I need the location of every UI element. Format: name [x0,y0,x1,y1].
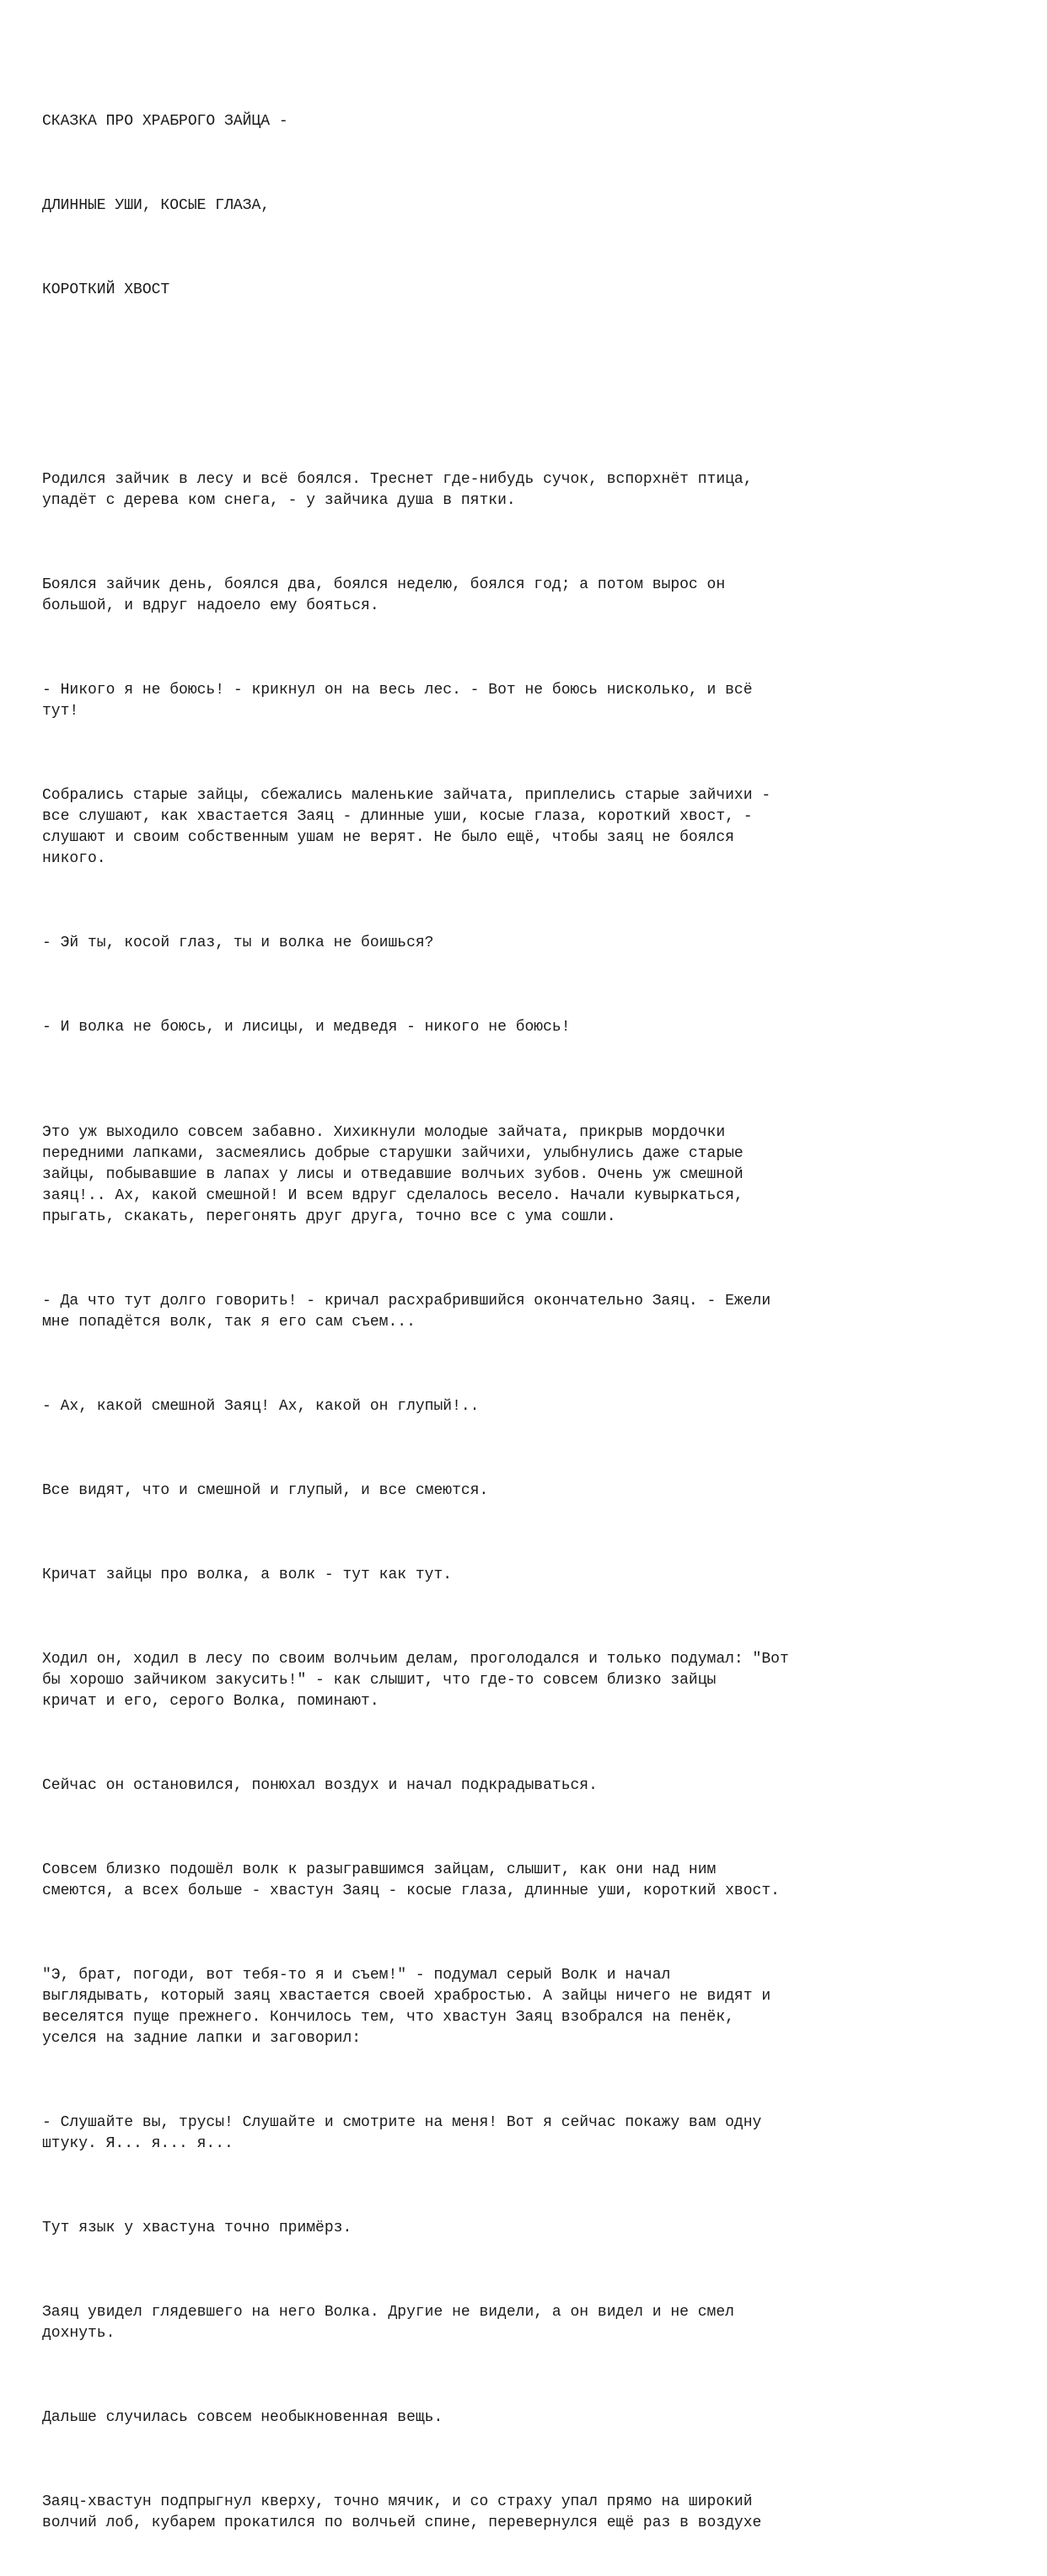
paragraph-20: Заяц-хвастун подпрыгнул кверху, точно мячик, и со страху упал прямо на широкий волчий лоб, кубарем прокатился по волчьей спине, перевернулся ещё раз в воздухе [42,2493,762,2531]
paragraph-16: - Слушайте вы, трусы! Слушайте и смотрите на меня! Вот я сейчас покажу вам одну штуку. Я... я... я... [42,2114,762,2152]
paragraph-5: - Эй ты, косой глаз, ты и волка не боишься? [42,935,434,951]
paragraph-2: Боялся зайчик день, боялся два, боялся неделю, боялся год; а потом вырос он большой, и вдруг надоело ему бояться. [42,576,726,614]
paragraph-3: - Никого я не боюсь! - крикнул он на весь лес. - Вот не боюсь нисколько, и всё тут! [42,682,753,720]
paragraph-11: Кричат зайцы про волка, а волк - тут как тут. [42,1566,453,1583]
paragraph-10: Все видят, что и смешной и глупый, и все смеются. [42,1482,489,1499]
paragraph-13: Сейчас он остановился, понюхал воздух и начал подкрадываться. [42,1777,598,1794]
document-page [42,27,1020,2576]
paragraph-15: "Э, брат, погоди, вот тебя-то я и съем!" - подумал серый Волк и начал выглядывать, который заяц хвастается своей храбростью. А зайцы ничего не видят и веселятся пуще прежнего. Кончилось тем, что хвастун Заяц взобрался на пенёк, уселся на задние лапки и заговорил: [42,1967,771,2047]
title-line-2: ДЛИННЫЕ УШИ, КОСЫЕ ГЛАЗА, [42,197,271,214]
paragraph-7: Это уж выходило совсем забавно. Хихикнули молодые зайчата, прикрыв мордочки передними лапками, засмеялись добрые старушки зайчихи, улыбнулись даже старые зайцы, побывавшие в лапах у лисы и отведавшие волчьих зубов. Очень уж смешной заяц!.. Ах, какой смешной! И всем вдруг сделалось весело. Начали кувыркаться, прыгать, скакать, перегонять друг друга, точно все с ума сошли. [42,1124,744,1225]
title-line-3: КОРОТКИЙ ХВОСТ [42,281,170,298]
paragraph-1: Родился зайчик в лесу и всё боялся. Треснет где-нибудь сучок, вспорхнёт птица, упадёт с дерева ком снега, - у зайчика душа в пятки. [42,471,753,509]
paragraph-12: Ходил он, ходил в лесу по своим волчьим делам, проголодался и только подумал: "Вот бы хорошо зайчиком закусить!" - как слышит, что где-то совсем близко зайцы кричат и его, серого Волка, поминают. [42,1651,789,1710]
paragraph-17: Тут язык у хвастуна точно примёрз. [42,2220,352,2236]
paragraph-9: - Ах, какой смешной Заяц! Ах, какой он глупый!.. [42,1398,480,1415]
paragraph-8: - Да что тут долго говорить! - кричал расхрабрившийся окончательно Заяц. - Ежели мне попадётся волк, так я его сам съем... [42,1293,771,1331]
paragraph-19: Дальше случилась совсем необыкновенная вещь. [42,2409,443,2426]
paragraph-6: - И волка не боюсь, и лисицы, и медведя - никого не боюсь! [42,1019,571,1036]
story-title [42,69,1020,364]
title-line-1: СКАЗКА ПРО ХРАБРОГО ЗАЙЦА - [42,113,288,130]
paragraph-4: Собрались старые зайцы, сбежались маленькие зайчата, приплелись старые зайчихи - все слушают, как хвастается Заяц - длинные уши, косые глаза, короткий хвост, - слушают и своим собственным ушам не верят. Не было ещё, чтобы заяц не боялся никого. [42,787,771,867]
paragraph-18: Заяц увидел глядевшего на него Волка. Другие не видели, а он видел и не смел дохнуть. [42,2304,734,2342]
paragraph-14: Совсем близко подошёл волк к разыгравшимся зайцам, слышит, как они над ним смеются, а всех больше - хвастун Заяц - косые глаза, длинные уши, короткий хвост. [42,1861,780,1899]
